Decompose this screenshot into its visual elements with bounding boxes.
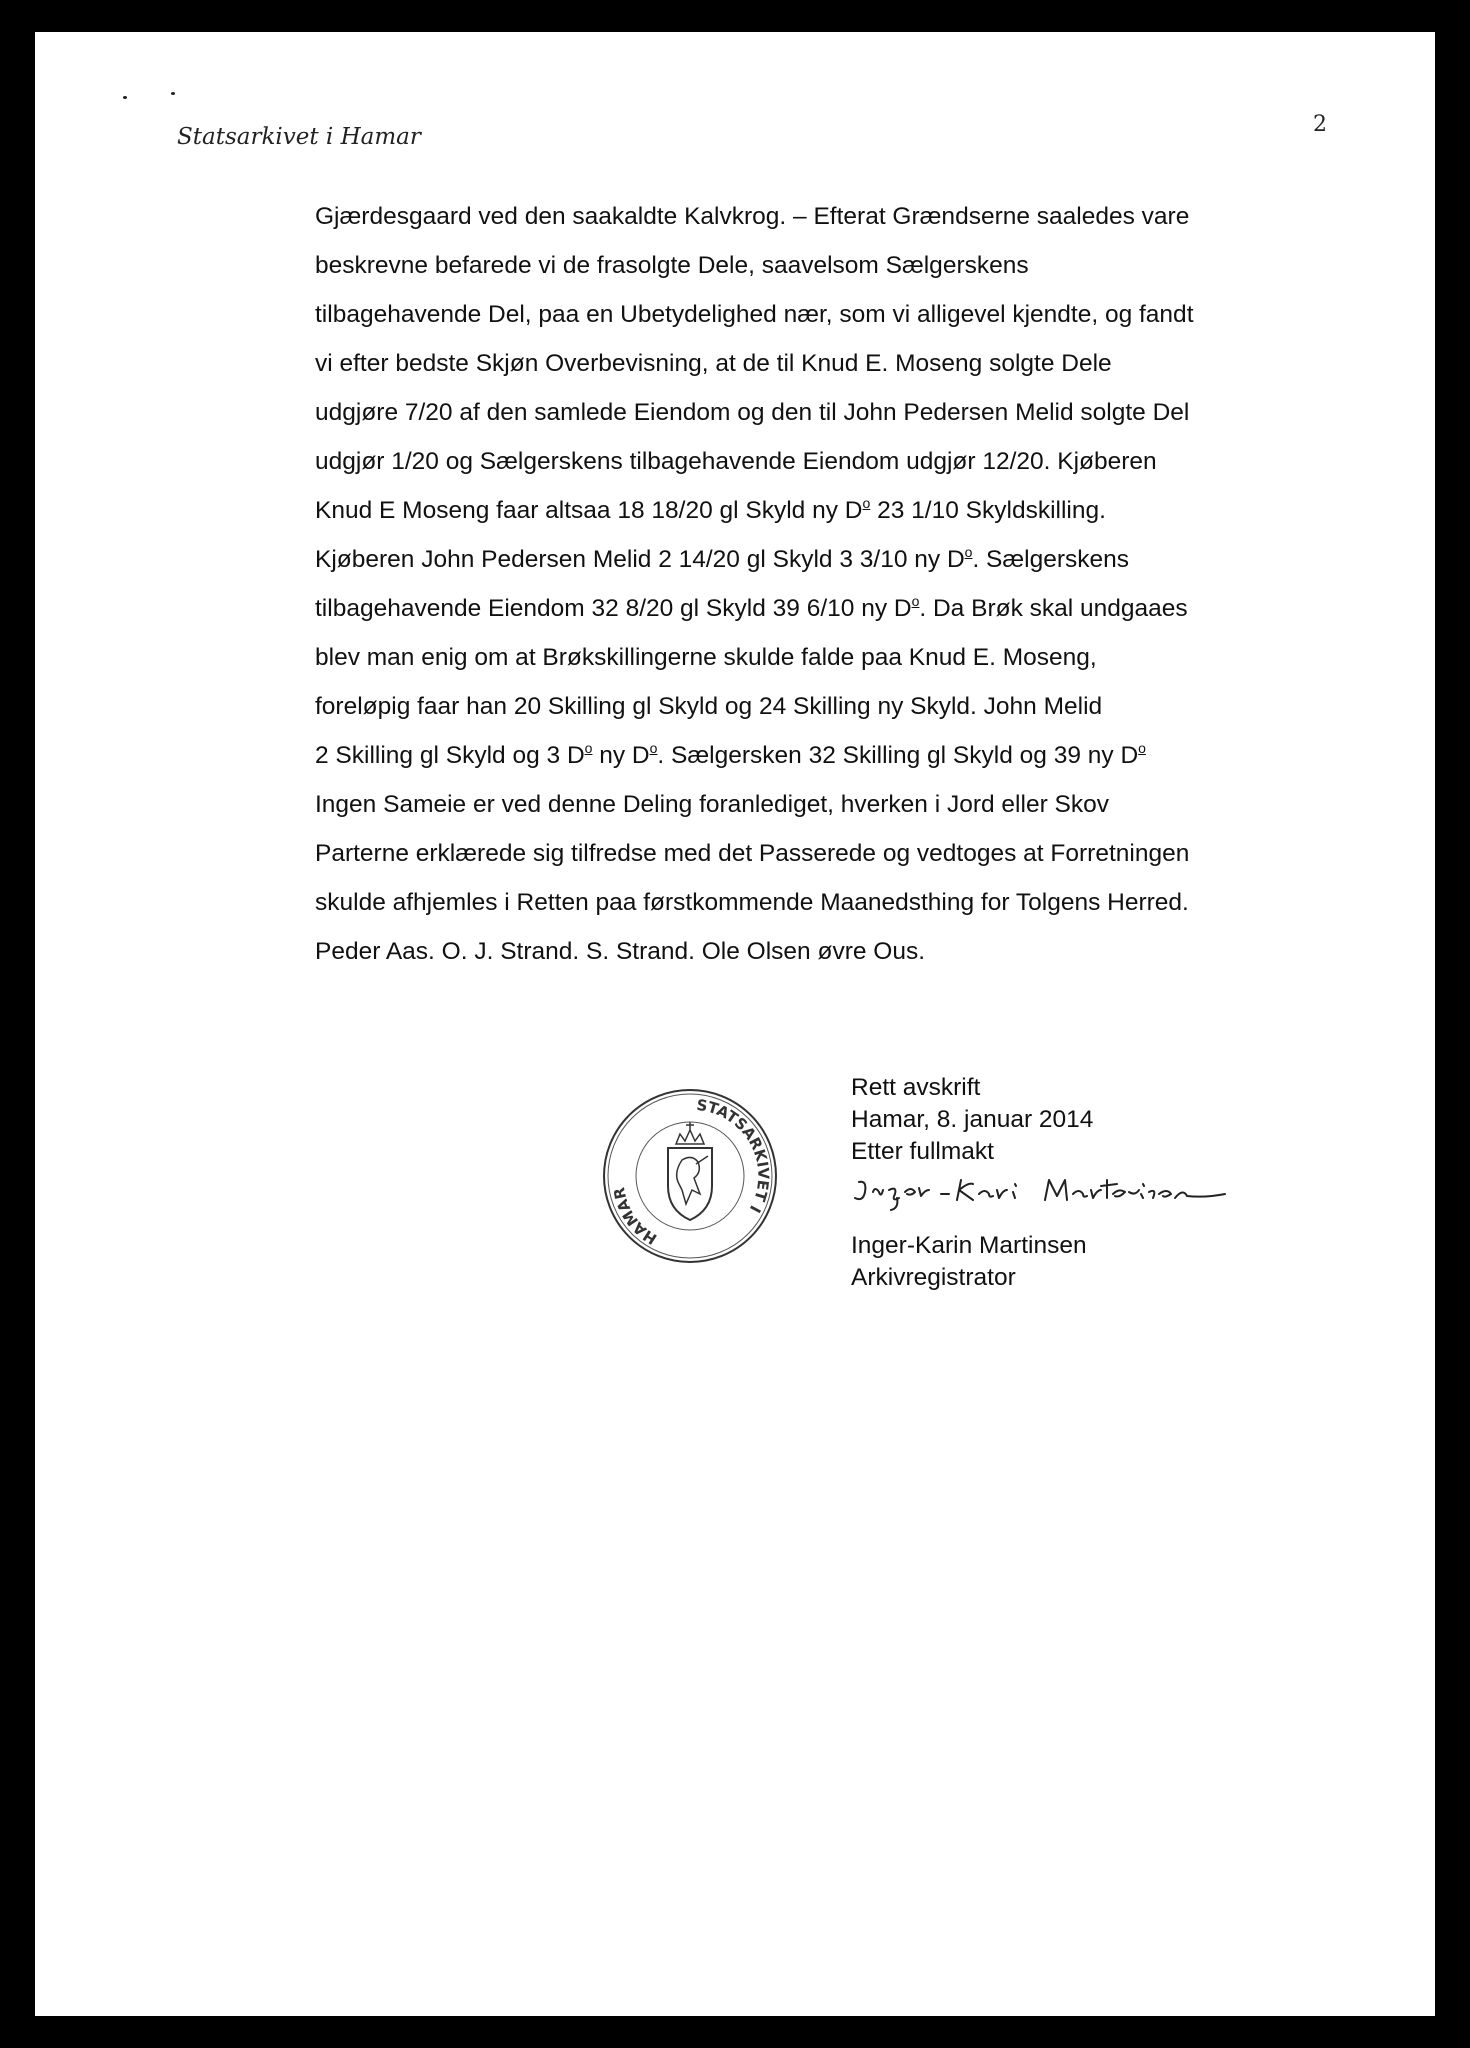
text-segment: . Da Brøk skal undgaaes	[919, 595, 1188, 622]
text-line	[315, 339, 1395, 388]
superscript: o	[862, 495, 871, 511]
superscript: o	[964, 544, 973, 560]
text-segment: . Sælgersken 32 Skilling gl Skyld og 39 ny D	[657, 742, 1139, 769]
text-segment: ny D	[592, 742, 650, 769]
signer-name: Inger-Karin Martinsen	[851, 1232, 1087, 1259]
text-segment: udgjør 1/20 og Sælgerskens tilbagehavende Eiendom udgjør 12/20. Kjøberen	[315, 448, 1157, 475]
text-line	[315, 633, 1395, 682]
text-line	[315, 486, 1395, 535]
text-line	[315, 682, 1395, 731]
text-segment: blev man enig om at Brøkskillingerne skulde falde paa Knud E. Moseng,	[315, 644, 1097, 671]
text-segment: 2 Skilling gl Skyld og 3 D	[315, 742, 585, 769]
text-segment: Gjærdesgaard ved den saakaldte Kalvkrog. – Efterat Grændserne saaledes vare	[315, 203, 1190, 230]
page-number: 2	[1313, 112, 1327, 137]
scan-specks	[123, 90, 183, 110]
seal-text-left: HAMAR	[610, 1185, 661, 1249]
text-line	[315, 388, 1395, 437]
text-segment: skulde afhjemles i Retten paa førstkommende Maanedsthing for Tolgens Herred.	[315, 889, 1189, 916]
text-segment: tilbagehavende Del, paa en Ubetydelighed nær, som vi alligevel kjendte, og fandt	[315, 301, 1194, 328]
svg-text:HAMAR	[610, 1185, 660, 1248]
text-segment: 23 1/10 Skyldskilling.	[870, 497, 1106, 524]
text-segment: tilbagehavende Eiendom 32 8/20 gl Skyld 39 6/10 ny D	[315, 595, 912, 622]
text-segment: Ingen Sameie er ved denne Deling foranlediget, hverken i Jord eller Skov	[315, 791, 1110, 818]
certification-block	[851, 1072, 1093, 1168]
text-segment: Peder Aas. O. J. Strand. S. Strand. Ole Olsen øvre Ous.	[315, 938, 926, 965]
signer-title: Arkivregistrator	[851, 1264, 1016, 1291]
superscript: o	[911, 593, 920, 609]
text-line	[315, 829, 1395, 878]
certification-line-1: Rett avskrift	[851, 1074, 981, 1101]
text-segment: beskrevne befarede vi de frasolgte Dele, saavelsom Sælgerskens	[315, 252, 1029, 279]
text-line	[315, 731, 1395, 780]
text-line	[315, 241, 1395, 290]
certification-line-3: Etter fullmakt	[851, 1138, 994, 1165]
text-segment: . Sælgerskens	[972, 546, 1130, 573]
superscript: o	[584, 740, 593, 756]
document-page	[35, 32, 1435, 2016]
text-segment: udgjøre 7/20 af den samlede Eiendom og den til John Pedersen Melid solgte Del	[315, 399, 1190, 426]
text-line	[315, 290, 1395, 339]
superscript: o	[1138, 740, 1146, 756]
text-line	[315, 584, 1395, 633]
handwritten-signature	[845, 1168, 1265, 1218]
text-line	[315, 437, 1395, 486]
text-segment: Kjøberen John Pedersen Melid 2 14/20 gl Skyld 3 3/10 ny D	[315, 546, 965, 573]
transcription-text	[315, 192, 1395, 976]
text-segment: Knud E Moseng faar altsaa 18 18/20 gl Skyld ny D	[315, 497, 863, 524]
text-line	[315, 927, 1395, 976]
text-segment: vi efter bedste Skjøn Overbevisning, at de til Knud E. Moseng solgte Dele	[315, 350, 1112, 377]
signer-block	[851, 1230, 1087, 1294]
text-segment: Parterne erklærede sig tilfredse med det Passerede og vedtoges at Forretningen	[315, 840, 1190, 867]
text-line	[315, 535, 1395, 584]
archive-seal	[600, 1086, 780, 1266]
text-line	[315, 780, 1395, 829]
text-line	[315, 192, 1395, 241]
text-line	[315, 878, 1395, 927]
certification-line-2: Hamar, 8. januar 2014	[851, 1106, 1094, 1133]
text-segment: foreløpig faar han 20 Skilling gl Skyld og 24 Skilling ny Skyld. John Melid	[315, 693, 1103, 720]
seal-text-right: STATSARKIVET I	[695, 1095, 773, 1216]
archive-name: Statsarkivet i Hamar	[177, 124, 421, 150]
superscript: o	[649, 740, 658, 756]
